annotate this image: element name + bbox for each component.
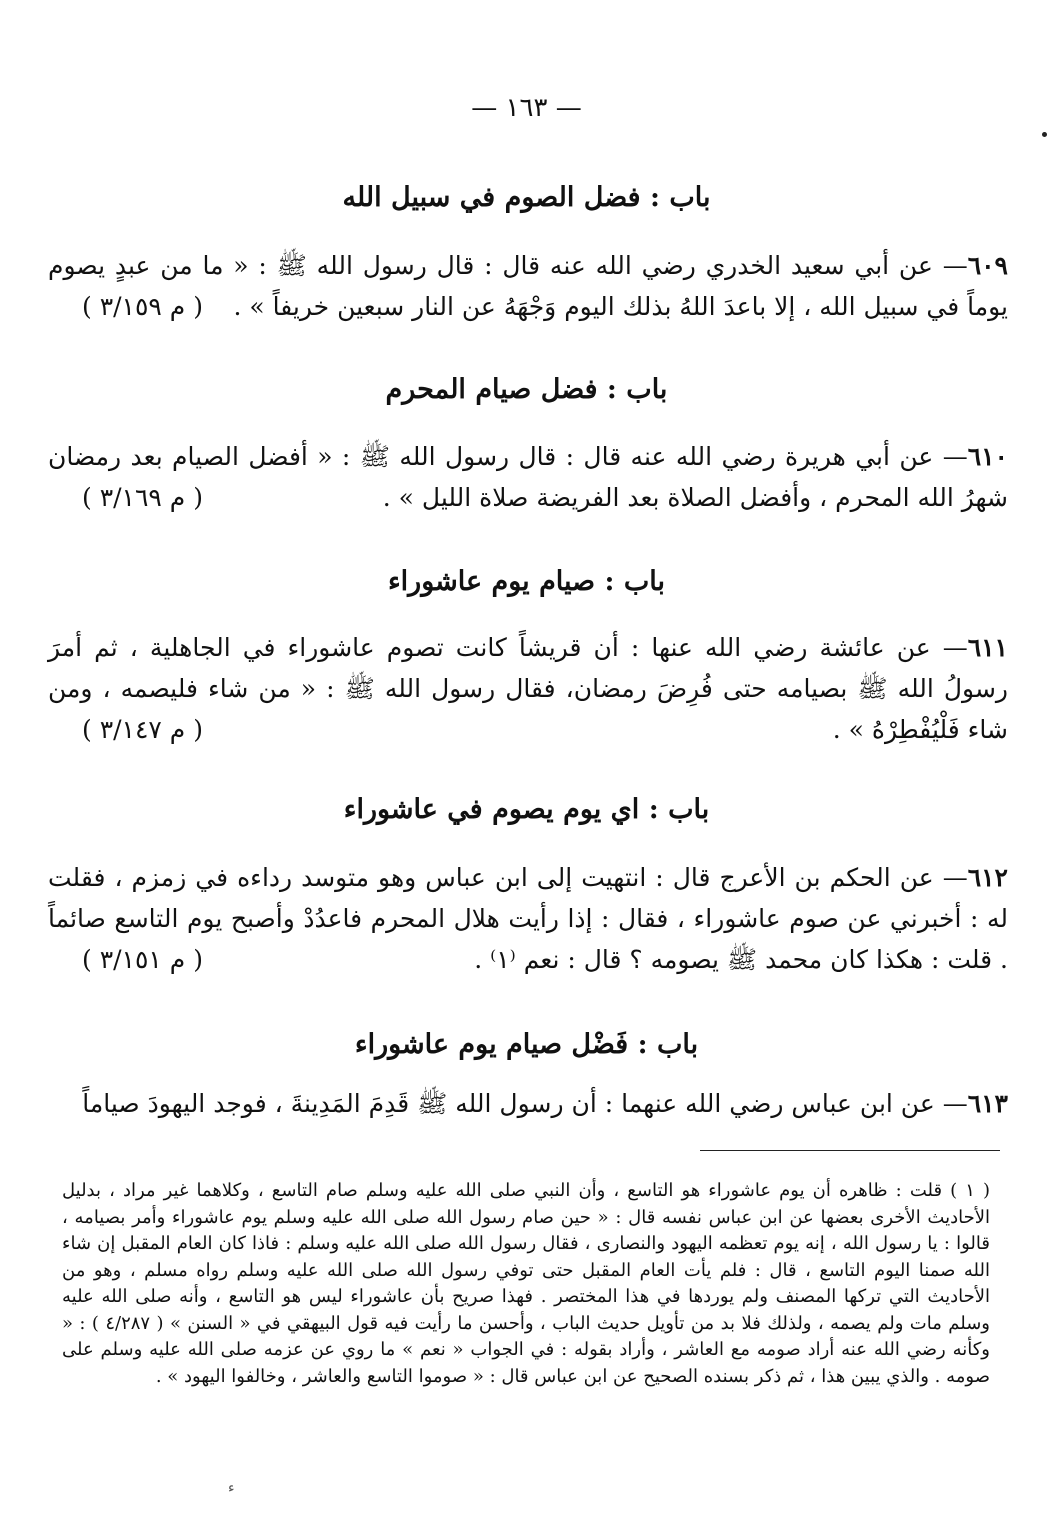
hadith-number: ٦٠٩ [967,251,1008,280]
page-number: — ١٦٣ — [471,93,582,123]
hadith-body: — عن أبي هريرة رضي الله عنه قال : قال رسول الله ﷺ : « أفضل الصيام بعد رمضان شهرُ الله المحرم ، وأفضل الصلاة بعد الفريضة صلاة الليل » . [48,442,1008,512]
hadith-text [48,1083,1008,1124]
hadith-reference: ( م ٣/١٤٧ ) [82,715,203,744]
hadith-body: — عن الحكم بن الأعرج قال : انتهيت إلى ابن عباس وهو متوسد رداءه في زمزم ، فقلت له : أخبرني عن صوم عاشوراء ، فقال : إذا رأيت هلال المحرم فاعدُدْ وأصبح يوم التاسع صائماً . قلت : هكذا كان محمد ﷺ يصومه ؟ قال : نعم ⁽١⁾ . [48,863,1008,974]
footnote-text: ( ١ ) قلت : ظاهره أن يوم عاشوراء هو التاسع ، وأن النبي صلى الله عليه وسلم صام التاسع ، وكلاهما غير مراد ، بدليل الأحاديث الأخرى بعضها عن ابن عباس نفسه قال : « حين صام رسول الله صلى الله عليه وسلم يوم عاشوراء وأمر بصيامه ، قالوا : يا رسول الله ، إنه يوم تعظمه اليهود والنصارى ، فقال رسول الله صلى الله عليه وسلم : فاذا كان العام المقبل إن شاء الله صمنا اليوم التاسع ، قال : فلم يأت العام المقبل حتى توفي رسول الله صلى الله عليه وسلم رواه مسلم ، وهو من الأحاديث التي تركها المصنف ولم يوردها في هذا المختصر . فهذا صريح بأن عاشوراء ليس هو التاسع ، وأنه صلى الله عليه وسلم مات ولم يصمه ، ولذلك فلا بد من تأويل حديث الباب ، وأحسن ما رأيت فيه قول البيهقي في « السنن » ( ٤/٢٨٧ ) : « وكأنه رضي الله عنه أراد صومه مع العاشر ، وأراد بقوله : في الجواب « نعم » ما روي عن عزمه صلى الله عليه وسلم على صومه . والذي يبين هذا ، ثم ذكر بسنده الصحيح عن ابن عباس قال : « صوموا التاسع والعاشر ، وخالفوا اليهود » . [62,1180,991,1387]
hadith-number: ٦١٢ [967,863,1008,892]
hadith-reference: ( م ٣/١٥٩ ) [82,292,203,321]
hadith-body: — عن عائشة رضي الله عنها : أن قريشاً كانت تصوم عاشوراء في الجاهلية ، ثم أمرَ رسولُ الله ﷺ بصيامه حتى فُرِضَ رمضان، فقال رسول الله ﷺ : « من شاء فليصمه ، ومن شاء فَلْيُفْطِرْهُ » . [48,633,1008,744]
hadith-number: ٦١٣ [967,1089,1008,1118]
hadith-reference: ( م ٣/١٥١ ) [82,945,203,974]
chapter-heading: باب : فضل صيام المحرم [385,374,668,405]
chapter-heading: باب : فضل الصوم في سبيل الله [342,182,711,213]
chapter-heading: باب : فَضْل صيام يوم عاشوراء [354,1029,699,1060]
margin-dot [1042,132,1047,137]
chapter-heading: باب : صيام يوم عاشوراء [387,566,666,597]
hadith-body: — عن ابن عباس رضي الله عنهما : أن رسول الله ﷺ قَدِمَ المَدِينةَ ، فوجد اليهودَ صياماً [82,1089,968,1118]
hadith-number: ٦١١ [967,633,1008,662]
hadith-reference: ( م ٣/١٦٩ ) [82,483,203,512]
scan-mark: ء [228,1480,235,1496]
hadith-number: ٦١٠ [967,442,1008,471]
footnote [62,1178,990,1390]
hadith-body: — عن أبي سعيد الخدري رضي الله عنه قال : قال رسول الله ﷺ : « ما من عبدٍ يصوم يوماً في سبيل الله ، إلا باعدَ اللهُ بذلك اليوم وَجْهَهُ عن النار سبعين خريفاً » . [48,251,1008,321]
footnote-separator [700,1150,1000,1151]
chapter-heading: باب : اي يوم يصوم في عاشوراء [343,794,710,825]
